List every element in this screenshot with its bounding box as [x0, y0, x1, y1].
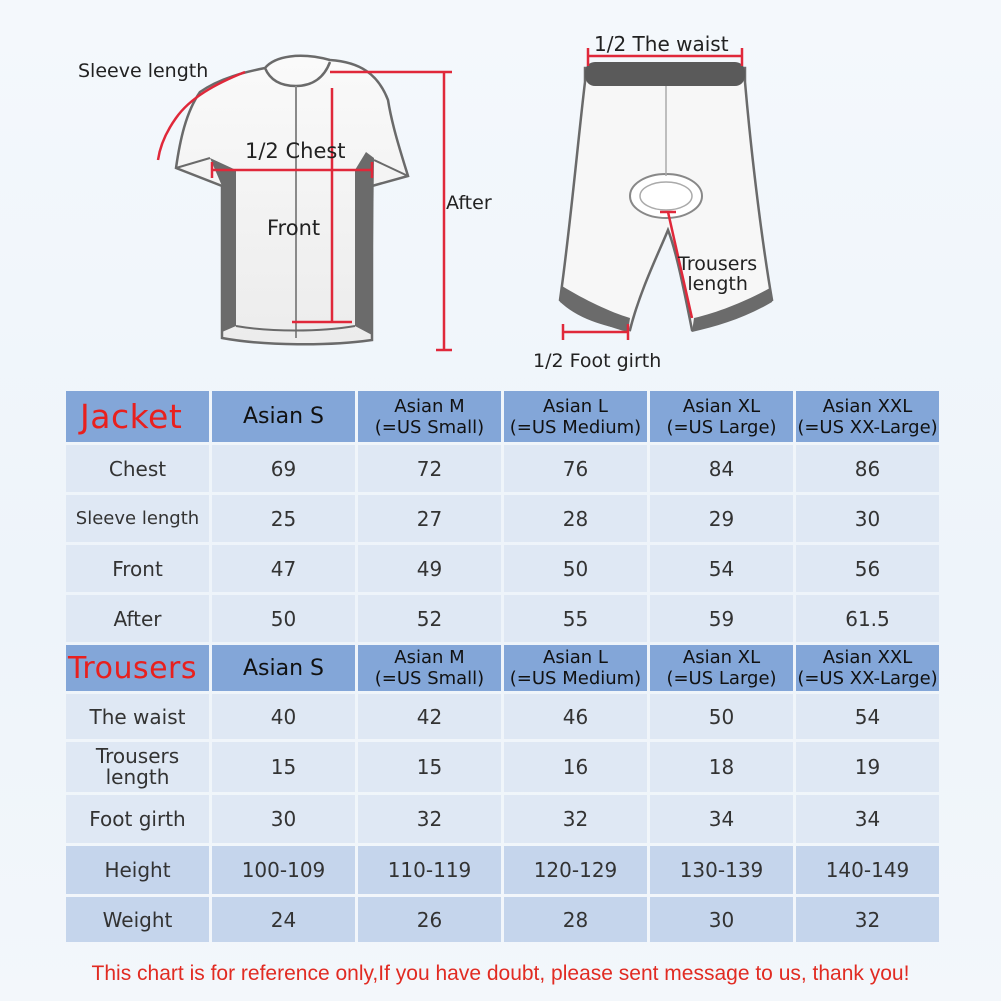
table-cell: 30 [650, 897, 793, 942]
row-label: Height [66, 846, 209, 894]
table-row [66, 846, 939, 894]
size-name: Asian M [394, 395, 465, 417]
table-cell: 69 [212, 445, 355, 492]
table-cell: 46 [504, 694, 647, 739]
table-cell: 47 [212, 545, 355, 592]
table-cell: 56 [796, 545, 939, 592]
garment-diagram [0, 0, 1001, 380]
trousers-size-l [504, 645, 647, 691]
table-row [66, 694, 939, 739]
table-cell: 86 [796, 445, 939, 492]
table-cell: 15 [358, 742, 501, 792]
trousers-title: Trousers [66, 645, 209, 691]
row-label: The waist [66, 694, 209, 739]
row-label: Sleeve length [66, 495, 209, 542]
table-row [66, 742, 939, 792]
table-cell: 120-129 [504, 846, 647, 894]
table-row [66, 795, 939, 843]
table-cell: 26 [358, 897, 501, 942]
table-row [66, 545, 939, 592]
jersey-icon [176, 56, 408, 344]
diagram-svg [0, 0, 1001, 380]
size-us-equivalent: (=US Medium) [509, 416, 642, 438]
jacket-size-xxl [796, 391, 939, 442]
trousers-size-m [358, 645, 501, 691]
jacket-size-l [504, 391, 647, 442]
table-cell: 52 [358, 595, 501, 642]
table-cell: 19 [796, 742, 939, 792]
size-name: Asian S [242, 655, 324, 681]
table-cell: 84 [650, 445, 793, 492]
size-us-equivalent: (=US Medium) [509, 668, 642, 689]
row-label: Trousers length [66, 742, 209, 792]
table-cell: 18 [650, 742, 793, 792]
label-trousers-length: Trousers length [678, 253, 758, 295]
size-name: Asian XXL [822, 647, 913, 668]
row-label: Foot girth [66, 795, 209, 843]
size-us-equivalent: (=US XX-Large) [797, 416, 938, 438]
trousers-header-row [66, 645, 939, 691]
table-row [66, 495, 939, 542]
table-cell: 55 [504, 595, 647, 642]
table-cell: 130-139 [650, 846, 793, 894]
table-cell: 59 [650, 595, 793, 642]
table-cell: 24 [212, 897, 355, 942]
label-sleeve-length: Sleeve length [78, 60, 209, 82]
table-cell: 72 [358, 445, 501, 492]
jacket-title: Jacket [66, 391, 209, 442]
row-label: Weight [66, 897, 209, 942]
table-cell: 40 [212, 694, 355, 739]
table-cell: 49 [358, 545, 501, 592]
label-half-foot-girth: 1/2 Foot girth [533, 350, 662, 372]
size-name: Asian XXL [822, 395, 913, 417]
table-cell: 28 [504, 495, 647, 542]
size-chart-table [63, 388, 942, 945]
table-cell: 32 [358, 795, 501, 843]
trousers-size-xxl [796, 645, 939, 691]
label-front: Front [267, 216, 321, 240]
table-cell: 140-149 [796, 846, 939, 894]
trousers-size-s [212, 645, 355, 691]
label-after: After [446, 192, 492, 214]
size-us-equivalent: (=US Large) [666, 416, 777, 438]
table-cell: 30 [796, 495, 939, 542]
table-row [66, 595, 939, 642]
size-name: Asian XL [682, 395, 761, 417]
table-cell: 61.5 [796, 595, 939, 642]
size-us-equivalent: (=US Small) [374, 416, 485, 438]
table-cell: 76 [504, 445, 647, 492]
table-cell: 42 [358, 694, 501, 739]
table-cell: 110-119 [358, 846, 501, 894]
size-name: Asian L [543, 395, 608, 417]
table-cell: 100-109 [212, 846, 355, 894]
jacket-size-s [212, 391, 355, 442]
table-cell: 54 [650, 545, 793, 592]
size-name: Asian S [242, 404, 324, 429]
jacket-size-m [358, 391, 501, 442]
table-cell: 32 [796, 897, 939, 942]
table-cell: 34 [650, 795, 793, 843]
trousers-size-xl [650, 645, 793, 691]
row-label: Chest [66, 445, 209, 492]
row-label: Front [66, 545, 209, 592]
table-cell: 25 [212, 495, 355, 542]
size-name: Asian L [543, 647, 608, 668]
table-cell: 54 [796, 694, 939, 739]
size-name: Asian M [394, 647, 465, 668]
table-row [66, 897, 939, 942]
size-us-equivalent: (=US Small) [374, 668, 485, 689]
table-cell: 32 [504, 795, 647, 843]
table-cell: 27 [358, 495, 501, 542]
table-cell: 50 [650, 694, 793, 739]
row-label: After [66, 595, 209, 642]
size-us-equivalent: (=US XX-Large) [797, 668, 938, 689]
table-row [66, 445, 939, 492]
reference-note: This chart is for reference only,If you have doubt, please sent message to us, thank you! [91, 962, 910, 985]
table-cell: 50 [504, 545, 647, 592]
label-half-chest: 1/2 Chest [245, 139, 346, 163]
label-half-waist: 1/2 The waist [594, 32, 729, 56]
size-name: Asian XL [682, 647, 761, 668]
table-cell: 34 [796, 795, 939, 843]
table-cell: 50 [212, 595, 355, 642]
table-cell: 28 [504, 897, 647, 942]
size-us-equivalent: (=US Large) [666, 668, 777, 689]
table-cell: 30 [212, 795, 355, 843]
table-cell: 29 [650, 495, 793, 542]
table-cell: 16 [504, 742, 647, 792]
table-cell: 15 [212, 742, 355, 792]
jacket-size-xl [650, 391, 793, 442]
jacket-header-row [66, 391, 939, 442]
